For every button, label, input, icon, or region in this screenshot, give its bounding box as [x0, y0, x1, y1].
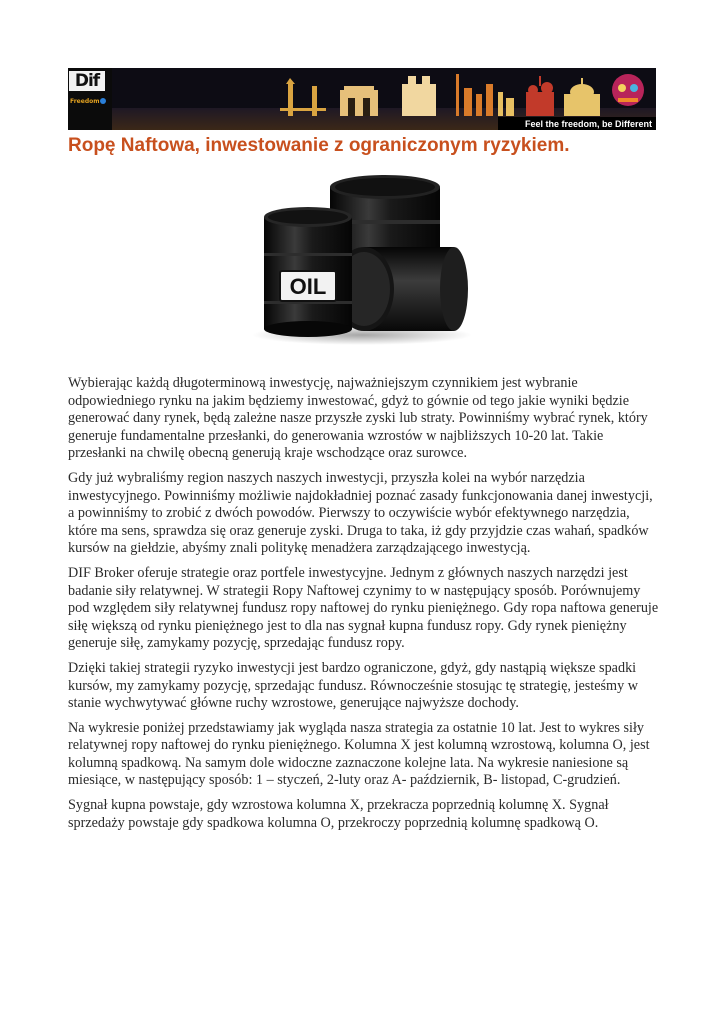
globe-icon: [100, 98, 106, 104]
paragraph-6: Sygnał kupna powstaje, gdy wzrostowa kolumna X, przekracza poprzednią kolumnę X. Sygnał sprzedaży powstaje gdy spadkowa kolumna O, przekroczy poprzednią kolumnę spadkową O.: [68, 797, 609, 831]
slogan-bar: [498, 117, 656, 130]
article-body: [68, 375, 660, 839]
oil-barrels-image: [244, 175, 474, 345]
article-title: Ropę Naftowa, inwestowanie z ograniczonym ryzykiem.: [68, 135, 570, 156]
dif-logo[interactable]: [68, 68, 112, 130]
oil-label: OIL: [289, 274, 327, 299]
paragraph-5: Na wykresie poniżej przedstawiamy jak wygląda nasza strategia za ostatnie 10 lat. Jest to wykres siły relatywnej ropy naftowej do rynku pieniężnego. Kolumna X jest kolumną wzrostową, kolumna O, jest kolumną spadkową. Na samym dole widoczne zaznaczone kolejne lata. Na wykresie naniesione są miesiące, w następujący sposób: 1 – styczeń, 2-luty oraz A- październik, B- listopad, C-grudzień.: [68, 719, 650, 789]
logo-subtitle: Freedom: [70, 98, 100, 105]
paragraph-3: DIF Broker oferuje strategie oraz portfele inwestycyjne. Jednym z głównych naszych narzędzi jest badanie siły relatywnej. W strategii Ropy Naftowej czynimy to w następujący sposób. Porównujemy pod względem siły relatywnej fundusz ropy naftowej do rynku pieniężnego. Gdy ropa naftowa generuje siłę większą od rynku pieniężnego jest to dla nas sygnał kupna fundusz ropy. Gdy rynek pieniężny generuje siłę, zamykamy pozycję, sprzedając fundusz ropy.: [68, 564, 659, 652]
logo-text: Dif: [69, 71, 105, 91]
paragraph-2: Gdy już wybraliśmy region naszych naszych inwestycji, przyszła kolei na wybór narzędzia inwestycyjnego. Powinniśmy możliwie najdokładniej poznać zasady funkcjonowania danej inwestycji, a powinniśmy to zrobić z dwóch powodów. Pierwszy to oczywiście wybór efektywnego narzędzia, które ma sens, sprawdza się oraz generuje zyski. Druga to taka, iż gdy przyjdzie czas wahań, spadków kursów na giełdzie, abyśmy znali politykę menadżera zarządzającego inwestycją.: [68, 469, 653, 557]
slogan-text: Feel the freedom, be Different: [524, 119, 652, 129]
paragraph-1: Wybierając każdą długoterminową inwestycję, najważniejszym czynnikiem jest wybranie odpowiedniego rynku na jakim będziemy inwestować, gdyż to gównie od tego jakie wyniki będzie generować dany rynek, będą zależne nasze przyszłe zyski lub straty. Powinniśmy wybrać rynek, który generuje fundamentalne przesłanki, do generowania wzrostów w najbliższych 10-20 lat. Takie przesłanki na chwilę obecną generują kraje wschodzące oraz surowce.: [68, 375, 648, 462]
header-banner: [68, 68, 656, 130]
paragraph-4: Dzięki takiej strategii ryzyko inwestycji jest bardzo ograniczone, gdyż, gdy nastąpią większe spadki kursów, my zamykamy pozycję, sprzedając fundusz. Równocześnie stosując tę strategię, jesteśmy w stanie wychwytywać główne ruchy wzrostowe, generujące najwyższe dochody.: [68, 659, 638, 712]
